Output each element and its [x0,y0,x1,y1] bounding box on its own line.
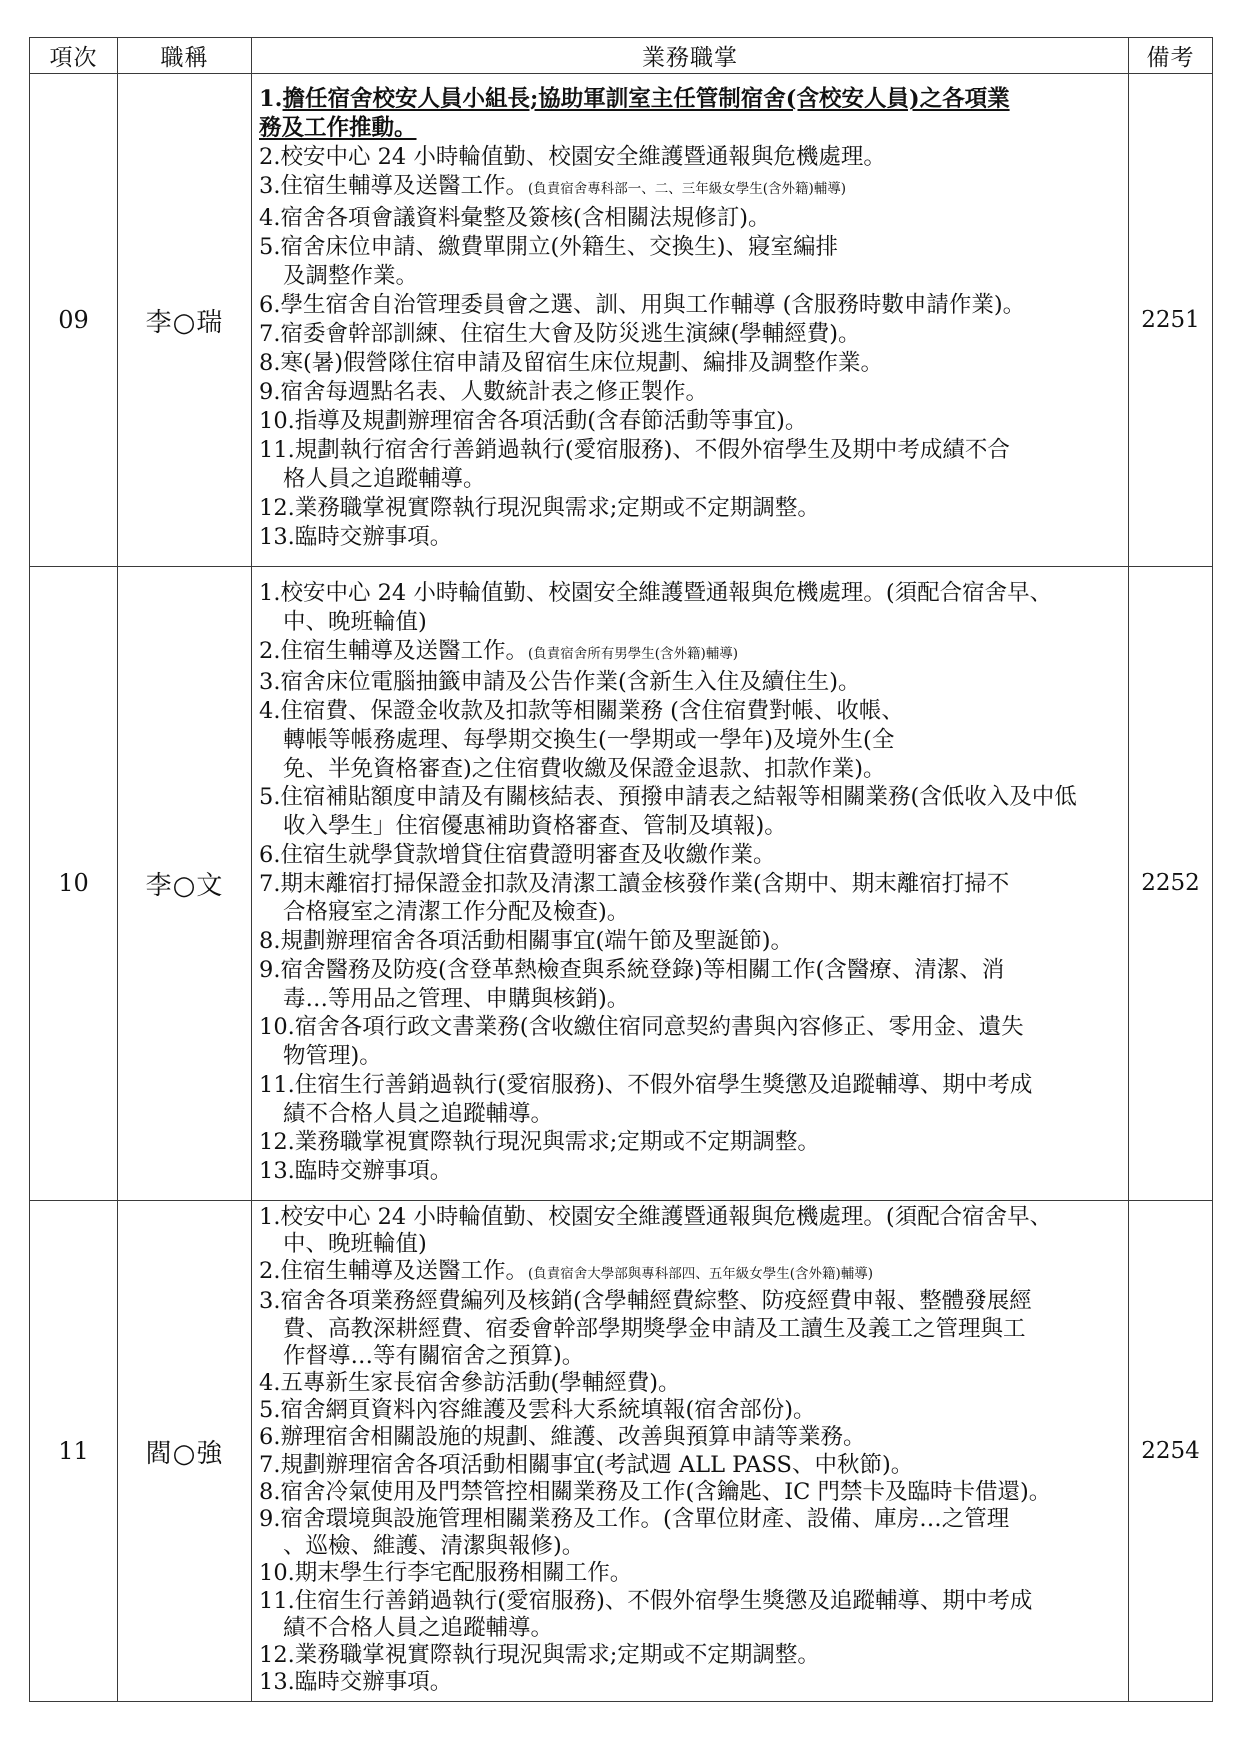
duty-item [259,927,1124,956]
duty-item-number: 3. [259,1288,281,1315]
duty-item-number: 6. [259,1424,281,1451]
duty-item-number: 8. [259,1478,281,1505]
duty-item-text: 住宿費、保證金收款及扣款等相關業務 (含住宿費對帳、收帳、 [280,698,904,724]
duty-item-text: 業務職掌視實際執行現況與需求;定期或不定期調整。 [294,1642,820,1668]
duty-item-number: 5. [259,234,281,260]
duty-item-text: 務及工作推動。 [259,115,417,141]
row-index: 11 [30,1200,118,1702]
duty-item-number: 11. [259,1587,295,1614]
duty-item-text: 臨時交辦事項。 [294,1158,453,1184]
duty-item-line [259,1588,1124,1615]
row-name: 閻○強 [118,1200,252,1702]
duty-item-line [259,668,1124,697]
row-index: 09 [30,74,118,567]
duty-item [259,1071,1124,1129]
duty-item-number: 2. [259,1258,281,1285]
duty-item [259,1669,1124,1696]
duty-item-number: 10. [259,1014,295,1041]
duty-item [259,523,1124,552]
duty-item-continuation-line [259,898,1124,927]
duty-item [259,1013,1124,1071]
duty-item-number: 5. [259,784,281,811]
duty-item [259,1479,1124,1506]
duty-item-text: 校安中心 24 小時輪值勤、校園安全維護暨通報與危機處理。 [280,144,886,170]
duty-item-line [259,1370,1124,1397]
duty-item-number: 11. [259,1071,295,1098]
duty-item-line [259,1258,1124,1288]
duty-item-number: 4. [259,698,281,724]
duty-item-text: 免、半免資格審查)之住宿費收繳及保證金退款、扣款作業)。 [283,755,886,782]
duty-item-text: 業務職掌視實際執行現況與需求;定期或不定期調整。 [294,1129,820,1156]
duty-item-number: 3. [259,173,281,199]
duty-item-line [259,320,1124,349]
duty-item-text: 績不合格人員之追蹤輔導。 [283,1614,554,1641]
duty-item-text: 規劃辦理宿舍各項活動相關事宜(考試週 ALL PASS、中秋節)。 [280,1451,914,1478]
duty-item-line [259,1506,1124,1533]
duty-item-text: 五專新生家長宿舍參訪活動(學輔經費)。 [280,1369,681,1396]
duty-item-continuation-line [259,755,1124,784]
duty-item-number: 5. [259,1397,281,1424]
duty-item-line [259,1204,1124,1231]
duty-item-continuation-line [259,812,1124,841]
duty-item-line [259,927,1124,956]
duty-item [259,1128,1124,1157]
duty-item-line [259,1479,1124,1506]
row-duties [252,74,1129,567]
duty-item-text: 寒(暑)假營隊住宿申請及留宿生床位規劃、編排及調整作業。 [280,350,884,376]
duty-item-text: 校安中心 24 小時輪值勤、校園安全維護暨通報與危機處理。(須配合宿舍早、 [280,1203,1053,1230]
duty-item-text: 宿舍網頁資料內容維護及雲科大系統填報(宿舍部份)。 [280,1397,816,1424]
duty-item-number: 7. [259,321,281,347]
duty-item [259,436,1124,494]
duty-item-line [259,1642,1124,1669]
duty-item [259,407,1124,436]
duty-item-text: 宿舍各項業務經費編列及核銷(含學輔經費綜整、防疫經費申報、整體發展經 [280,1288,1032,1315]
duty-item-continuation-line [259,114,1124,143]
duty-item-line [259,85,1124,114]
duty-item-line [259,1397,1124,1424]
duty-table [29,37,1213,1702]
duty-item-text: 中、晚班輪值) [283,1230,427,1257]
duty-item [259,1370,1124,1397]
row-remarks: 2251 [1129,74,1213,567]
duty-item [259,349,1124,378]
duty-item-line [259,697,1124,726]
duty-item-line [259,407,1124,436]
table-row [30,1200,1213,1702]
row-remarks: 2254 [1129,1200,1213,1702]
duty-item-text: 住宿生行善銷過執行(愛宿服務)、不假外宿學生獎懲及追蹤輔導、期中考成 [294,1587,1033,1614]
duty-item-line [259,172,1124,204]
duty-item-text: 宿舍每週點名表、人數統計表之修正製作。 [280,379,708,405]
duty-item-text: 績不合格人員之追蹤輔導。 [283,1100,554,1127]
duty-item [259,697,1124,783]
duty-item-number: 12. [259,495,295,521]
duty-item-text: 毒…等用品之管理、申購與核銷)。 [283,985,630,1012]
duty-item-text: 費、高教深耕經費、宿委會幹部學期獎學金申請及工讀生及義工之管理與工 [283,1315,1026,1342]
duty-item-number: 9. [259,379,281,405]
table-row [30,74,1213,567]
duty-item-number: 2. [259,144,281,170]
duty-item-number: 4. [259,1369,281,1396]
duty-item [259,1204,1124,1258]
duty-item-number: 8. [259,350,281,376]
duty-item-text: 宿舍各項行政文書業務(含收繳住宿同意契約書與內容修正、零用金、遺失 [294,1014,1024,1041]
duty-item-text: 指導及規劃辦理宿舍各項活動(含春節活動等事宜)。 [294,408,808,434]
duty-item-number: 10. [259,1560,295,1587]
duty-item-number: 7. [259,1451,281,1478]
duty-item-number: 1. [259,580,281,606]
duty-item-line [259,956,1124,985]
duty-item-continuation-line [259,726,1124,755]
duty-item-number: 12. [259,1642,295,1668]
duty-item [259,1424,1124,1451]
duty-item-note: (負責宿舍大學部與專科部四、五年級女學生(含外籍)輔導) [527,1266,874,1283]
duty-item-number: 11. [259,437,295,463]
duty-item-text: 格人員之追蹤輔導。 [283,466,486,492]
duty-item-number: 13. [259,1669,295,1696]
duty-item-text: 期末離宿打掃保證金扣款及清潔工讀金核發作業(含期中、期末離宿打掃不 [280,870,1010,897]
duty-item-number: 2. [259,637,281,664]
duty-item-number: 1. [259,86,283,112]
duty-item-number: 6. [259,841,281,868]
duty-item-number: 13. [259,1158,295,1184]
duty-item-line [259,378,1124,407]
duty-item [259,1642,1124,1669]
duty-item-line [259,523,1124,552]
duty-item-number: 8. [259,928,281,954]
duty-item-number: 9. [259,956,281,983]
duty-item [259,1588,1124,1642]
duty-item-line [259,494,1124,523]
duty-item-text: 、巡檢、維護、清潔與報修)。 [283,1533,585,1560]
duty-item-line [259,783,1124,812]
duty-item-text: 宿舍各項會議資料彙整及簽核(含相關法規修訂)。 [280,205,771,231]
header-row [30,38,1213,74]
duty-item [259,783,1124,841]
duty-item-continuation-line [259,1615,1124,1642]
duty-item-line [259,1424,1124,1451]
duty-item-number: 7. [259,870,281,897]
duty-item-number: 3. [259,669,281,696]
row-index: 10 [30,567,118,1201]
duty-item-text: 臨時交辦事項。 [294,524,453,550]
duty-item-text: 規劃辦理宿舍各項活動相關事宜(端午節及聖誕節)。 [280,928,794,954]
duty-item-line [259,1669,1124,1696]
duty-item-continuation-line [259,1533,1124,1560]
duty-item [259,956,1124,1014]
duty-item-text: 住宿生行善銷過執行(愛宿服務)、不假外宿學生獎懲及追蹤輔導、期中考成 [294,1071,1033,1098]
duty-item-text: 宿舍床位申請、繳費單開立(外籍生、交換生)、寢室編排 [280,234,839,260]
duty-item-continuation-line [259,465,1124,494]
duty-item-line [259,204,1124,233]
table-row [30,567,1213,1201]
duty-item-number: 9. [259,1505,281,1532]
duty-item-text: 住宿生輔導及送醫工作。 [280,637,528,664]
duty-item [259,320,1124,349]
duty-item-text: 物管理)。 [283,1043,382,1069]
duty-item-text: 轉帳等帳務處理、每學期交換生(一學期或一學年)及境外生(全 [283,726,895,753]
duty-item-number: 12. [259,1129,295,1156]
duty-item [259,1560,1124,1587]
duty-item-text: 住宿生就學貸款增貸住宿費證明審查及收繳作業。 [280,841,776,868]
duty-item [259,668,1124,697]
duty-item-continuation-line [259,1231,1124,1258]
header-index: 項次 [30,38,118,74]
duty-item-continuation-line [259,1100,1124,1129]
duty-item-line [259,143,1124,172]
duty-item-line [259,870,1124,899]
duty-item-continuation-line [259,1316,1124,1343]
duty-item [259,841,1124,870]
duty-item-line [259,1013,1124,1042]
duty-item-line [259,1452,1124,1479]
duty-item-line [259,291,1124,320]
duty-item-continuation-line [259,262,1124,291]
duty-item-text: 宿舍環境與設施管理相關業務及工作。(含單位財產、設備、庫房…之管理 [280,1505,1010,1532]
header-title: 職稱 [118,38,252,74]
duty-item [259,579,1124,637]
duty-item [259,85,1124,143]
duty-item-number: 1. [259,1203,281,1230]
duty-item-line [259,1560,1124,1587]
duty-item-text: 住宿生輔導及送醫工作。 [280,1258,528,1285]
duty-item-text: 收入學生」住宿優惠補助資格審查、管制及填報)。 [283,813,787,839]
duty-item-line [259,1128,1124,1157]
duty-item-text: 住宿生輔導及送醫工作。 [280,173,528,199]
duty-item-text: 宿舍冷氣使用及門禁管控相關業務及工作(含鑰匙、IC 門禁卡及臨時卡借還)。 [280,1478,1052,1505]
duty-item-text: 辦理宿舍相關設施的規劃、維護、改善與預算申請等業務。 [280,1424,866,1451]
duty-item [259,494,1124,523]
duty-item [259,1157,1124,1186]
header-remarks: 備考 [1129,38,1213,74]
duty-item-continuation-line [259,608,1124,637]
row-duties [252,1200,1129,1702]
duty-item [259,204,1124,233]
duty-item [259,378,1124,407]
duty-item-text: 中、晚班輪值) [283,608,427,635]
duty-item-text: 期末學生行李宅配服務相關工作。 [294,1560,633,1587]
row-name: 李○文 [118,567,252,1201]
duty-item-continuation-line [259,1042,1124,1071]
duty-item-line [259,1071,1124,1100]
duty-item-text: 校安中心 24 小時輪值勤、校園安全維護暨通報與危機處理。(須配合宿舍早、 [280,580,1053,606]
duty-item [259,637,1124,669]
duty-item-line [259,841,1124,870]
duty-item-number: 10. [259,408,295,434]
duty-item [259,1288,1124,1370]
duty-item-text: 宿舍床位電腦抽籤申請及公告作業(含新生入住及續住生)。 [280,669,861,696]
duty-item [259,1397,1124,1424]
row-remarks: 2252 [1129,567,1213,1201]
duty-item-continuation-line [259,1343,1124,1370]
duty-item-text: 合格寢室之清潔工作分配及檢查)。 [283,899,630,926]
header-duties: 業務職掌 [252,38,1129,74]
duty-item [259,143,1124,172]
duty-item [259,172,1124,204]
duty-item-line [259,349,1124,378]
duty-item-number: 6. [259,292,281,318]
duty-item-text: 擔任宿舍校安人員小組長;協助軍訓室主任管制宿舍(含校安人員)之各項業 [282,86,1010,112]
duty-item-line [259,637,1124,669]
duty-item-line [259,579,1124,608]
duty-item-text: 宿舍醫務及防疫(含登革熱檢查與系統登錄)等相關工作(含醫療、清潔、消 [280,956,1005,983]
duty-item-text: 業務職掌視實際執行現況與需求;定期或不定期調整。 [294,495,820,521]
duty-item [259,291,1124,320]
duty-item-note: (負責宿舍專科部一、二、三年級女學生(含外籍)輔導) [527,181,847,197]
duty-item-text: 臨時交辦事項。 [294,1669,453,1696]
duty-item-text: 規劃執行宿舍行善銷過執行(愛宿服務)、不假外宿學生及期中考成績不合 [294,437,1010,463]
duty-item-line [259,1288,1124,1315]
duty-item [259,1506,1124,1560]
duty-item-text: 學生宿舍自治管理委員會之選、訓、用與工作輔導 (含服務時數申請作業)。 [280,292,1026,318]
duty-item [259,1258,1124,1288]
duty-item [259,870,1124,928]
row-name: 李○瑞 [118,74,252,567]
row-duties [252,567,1129,1201]
duty-item [259,1452,1124,1479]
duty-item-number: 4. [259,205,281,231]
duty-item-line [259,436,1124,465]
duty-item-line [259,233,1124,262]
duty-item-number: 13. [259,524,295,550]
duty-item-continuation-line [259,985,1124,1014]
duty-item-text: 宿委會幹部訓練、住宿生大會及防災逃生演練(學輔經費)。 [280,321,861,347]
duty-item-note: (負責宿舍所有男學生(含外籍)輔導) [527,645,739,662]
duty-item-text: 住宿補貼額度申請及有關核結表、預撥申請表之結報等相關業務(含低收入及中低 [280,784,1077,811]
duty-item-text: 作督導…等有關宿舍之預算)。 [283,1342,585,1369]
duty-item [259,233,1124,291]
duty-item-line [259,1157,1124,1186]
duty-item-text: 及調整作業。 [283,263,419,289]
